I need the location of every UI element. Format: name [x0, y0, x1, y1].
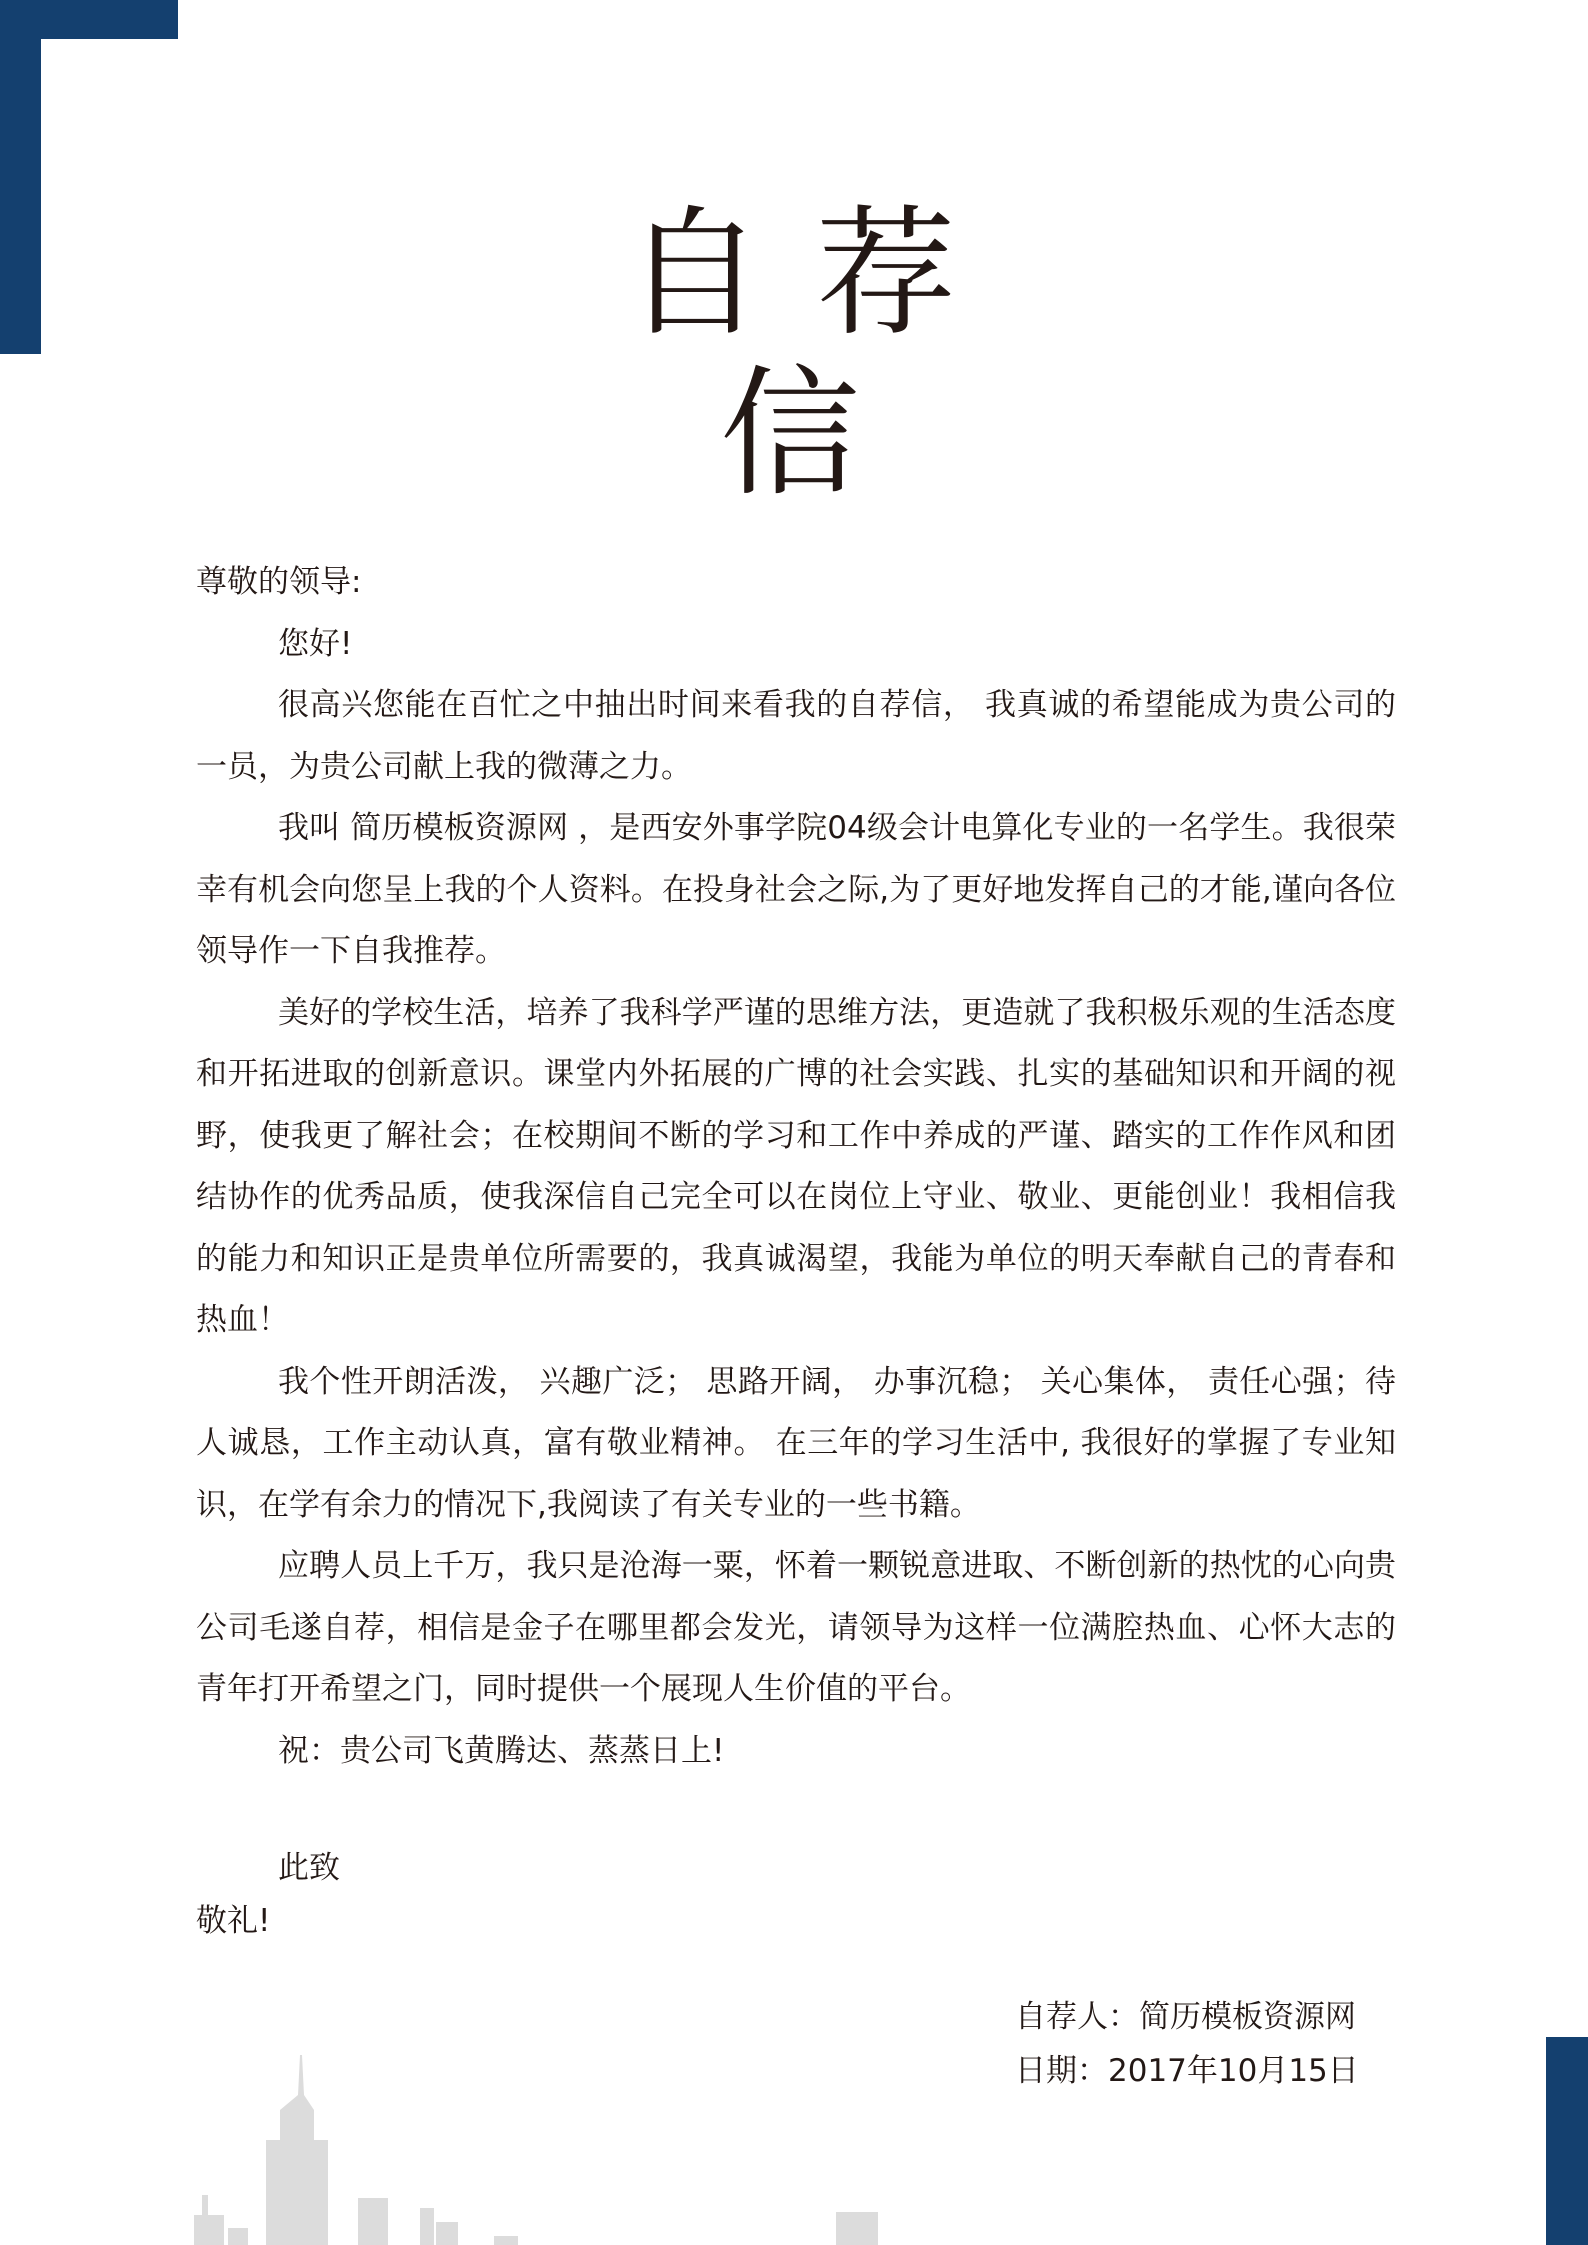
letter-date: 日期：2017年10月15日 [1015, 2053, 1359, 2089]
letter-paragraph-1: 很高兴您能在百忙之中抽出时间来看我的自荐信， 我真诚的希望能成为贵公司的一员，为贵公司献上我的微薄之力。 [196, 687, 1396, 785]
letter-paragraph-5: 应聘人员上千万，我只是沧海一粟，怀着一颗锐意进取、不断创新的热忱的心向贵公司毛遂自荐，相信是金子在哪里都会发光，请领导为这样一位满腔热血、心怀大志的青年打开希望之门，同时提供一个展现人生价值的平台。 [196, 1548, 1396, 1707]
corner-bar-bottom-right [1546, 2037, 1588, 2245]
spacer [196, 1782, 1396, 1842]
letter-closing-1: 此致 [278, 1850, 340, 1886]
letter-hello: 您好! [278, 625, 353, 662]
letter-paragraph-2: 我叫 简历模板资源网 ，是西安外事学院04级会计电算化专业的一名学生。我很荣幸有机会向您呈上我的个人资料。在投身社会之际,为了更好地发挥自己的才能,谨向各位领导作一下自我推荐。 [196, 810, 1396, 969]
corner-bracket-left [0, 0, 41, 354]
city-skyline-illustration [190, 2050, 910, 2245]
signature-block [1015, 1990, 1359, 2098]
title-line-2: 信 [719, 353, 860, 516]
letter-paragraph-3: 美好的学校生活，培养了我科学严谨的思维方法，更造就了我积极乐观的生活态度和开拓进取的创新意识。课堂内外拓展的广博的社会实践、扎实的基础知识和开阔的视野，使我更了解社会；在校期间不断的学习和工作中养成的严谨、踏实的工作作风和团结协作的优秀品质，使我深信自己完全可以在岗位上守业、敬业、更能创业！我相信我的能力和知识正是贵单位所需要的，我真诚渴望，我能为单位的明天奉献自己的青春和热血！ [196, 994, 1396, 1338]
letter-greeting: 尊敬的领导: [196, 564, 362, 600]
letter-paragraph-4: 我个性开朗活泼， 兴趣广泛； 思路开阔， 办事沉稳； 关心集体， 责任心强；待人诚恳，工作主动认真，富有敬业精神。 在三年的学习生活中, 我很好的掌握了专业知识，在学有余力的情况下,我阅读了有关专业的一些书籍。 [196, 1363, 1396, 1523]
letter-closing-2: 敬礼! [196, 1903, 271, 1939]
title-line-1: 自荐 [623, 193, 1008, 356]
letter-wishes: 祝：贵公司飞黄腾达、蒸蒸日上! [278, 1732, 725, 1769]
page-title [560, 195, 1020, 515]
letter-body [196, 552, 1396, 1948]
signer-name: 自荐人：简历模板资源网 [1015, 1999, 1356, 2035]
